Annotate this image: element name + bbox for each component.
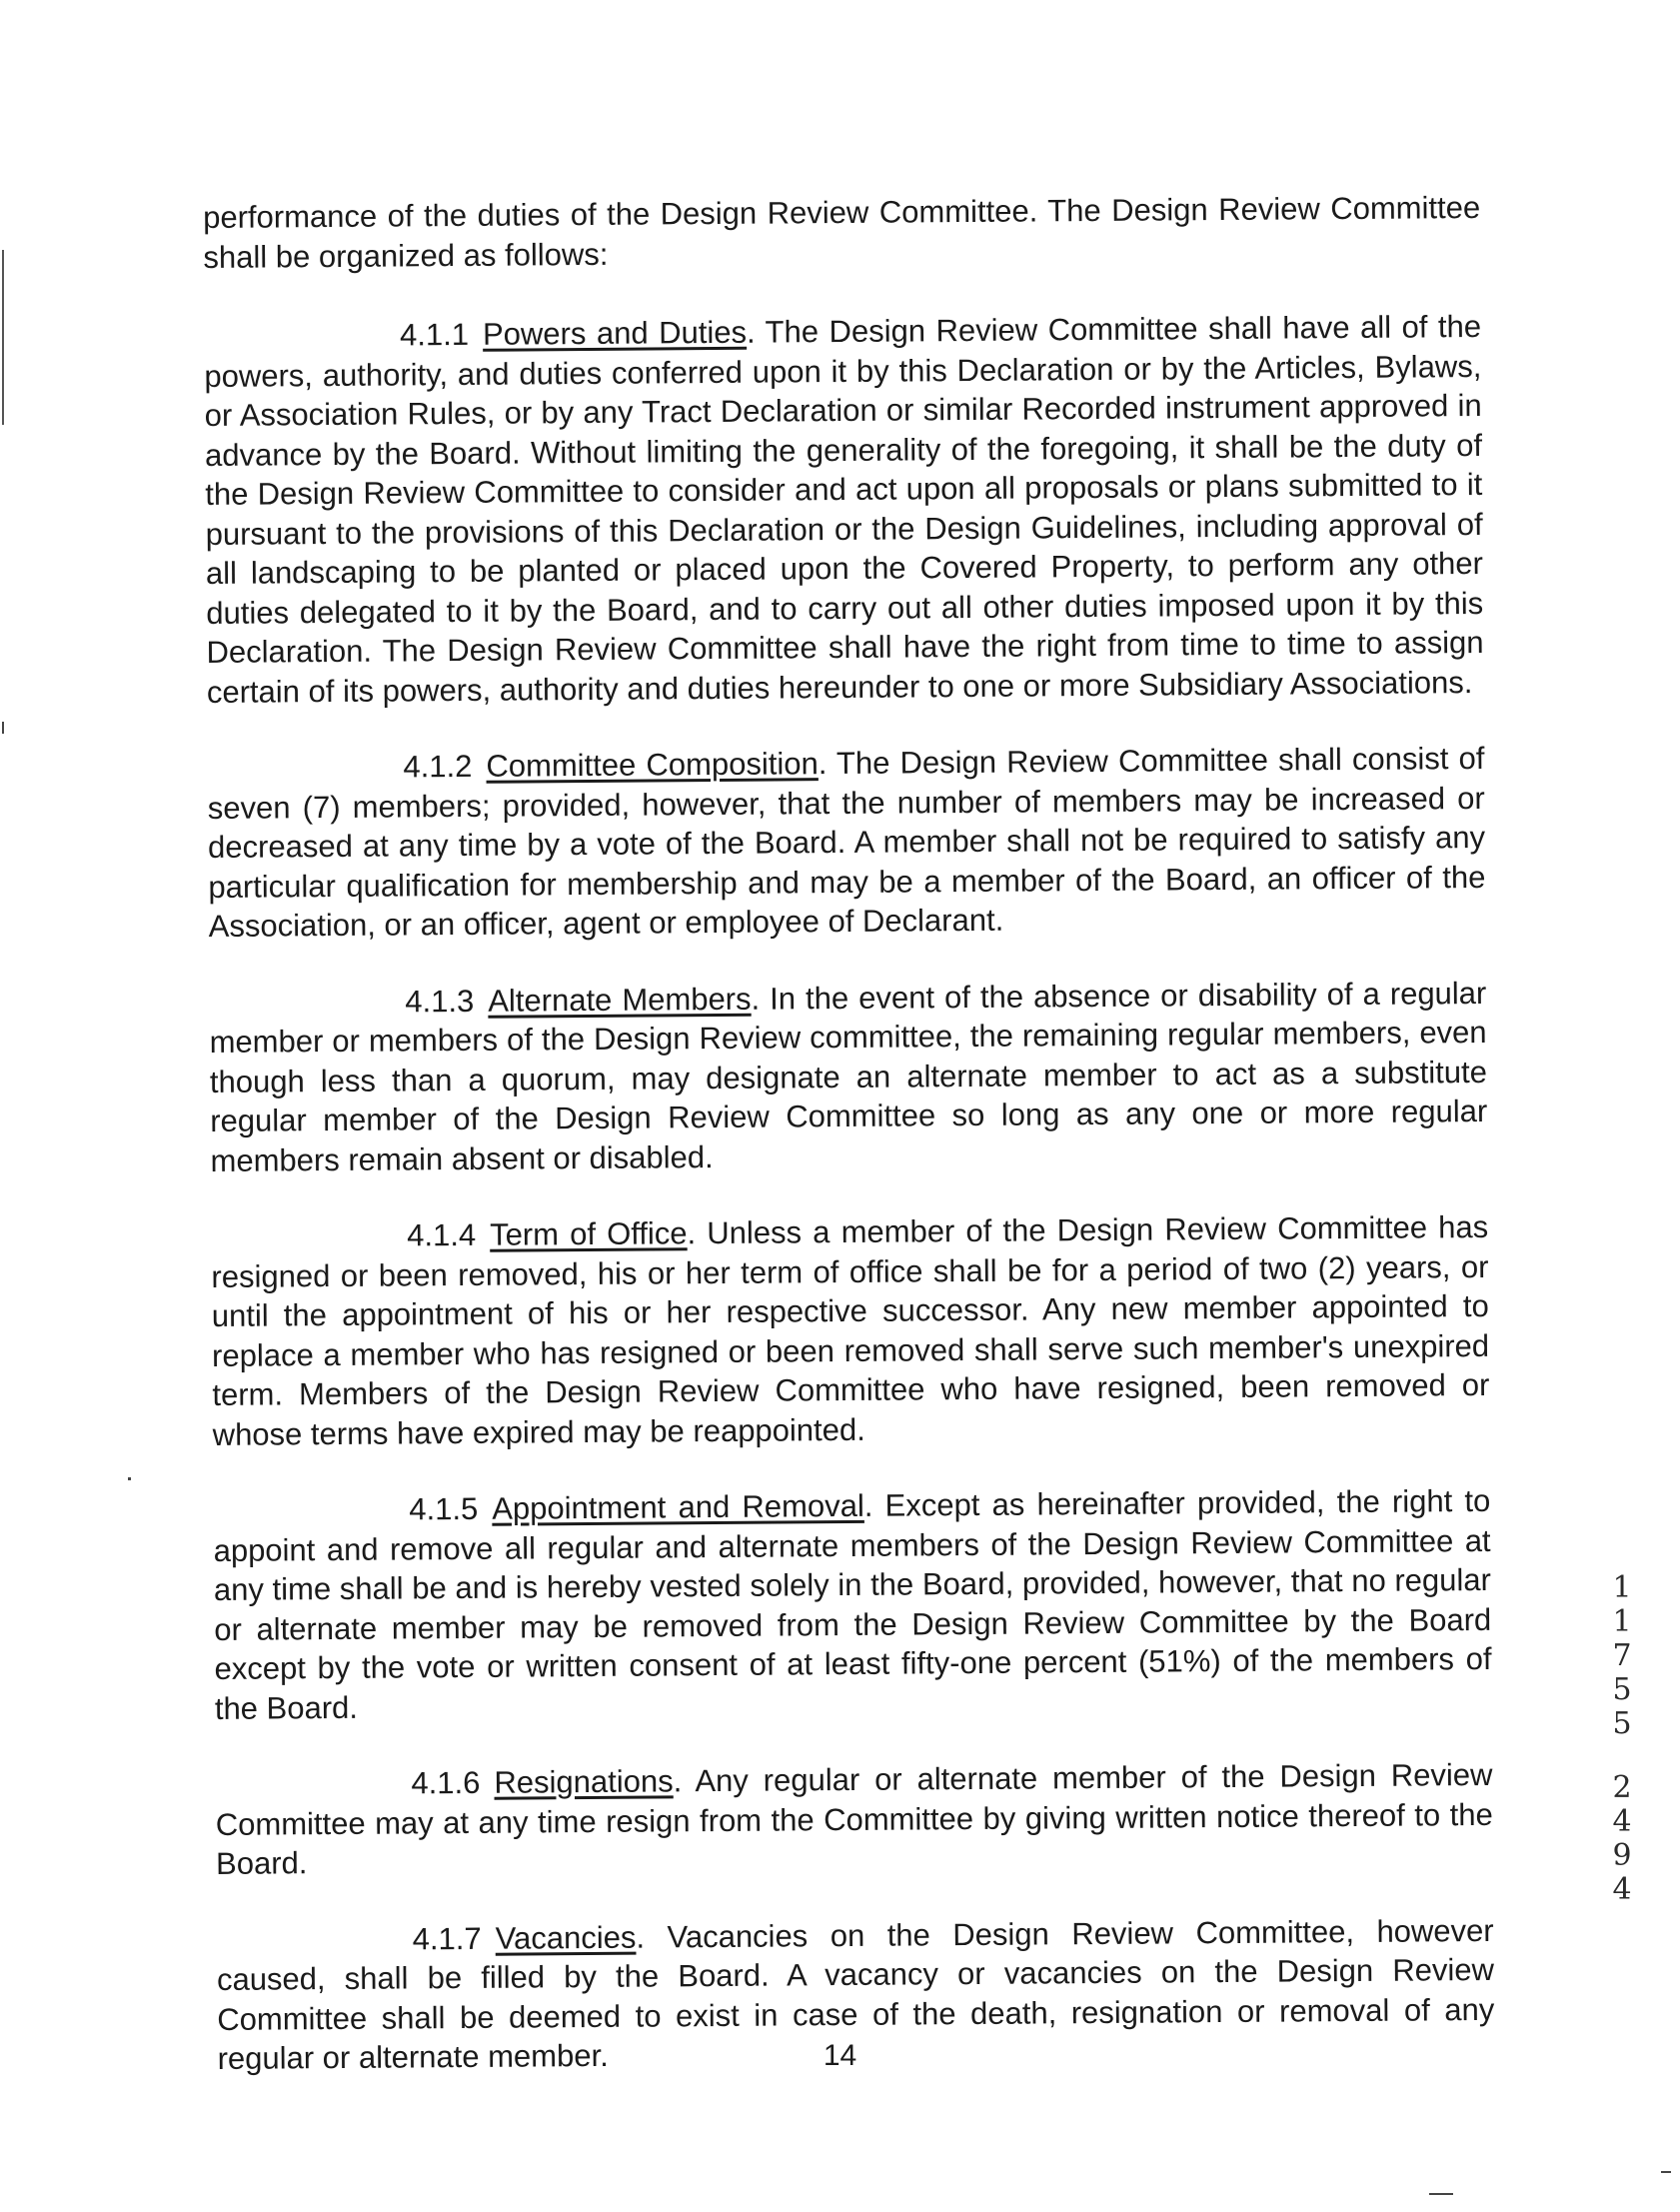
section-4-1-5: 4.1.5 Appointment and Removal. Except as hereinafter provided, the right to appoint and remove all regular and alternate members of the Design Review Committee at any time shall be and is hereby vested solely in the Board, provided, however, that no regular or alternate member may be removed from the Design Review Committee by the Board except by the vote or written consent of at least fifty-one percent (51%) of the members of the Board. [213, 1482, 1492, 1726]
section-heading: Committee Composition [486, 746, 819, 784]
intro-paragraph: performance of the duties of the Design Review Committee. The Design Review Committee shall be organized as follows: [203, 189, 1481, 275]
document-body [203, 188, 1495, 2115]
section-4-1-2: 4.1.2 Committee Composition. The Design Review Committee shall consist of seven (7) members; provided, however, that the number of members may be increased or decreased at any time by a vote of the Board. A member shall not be required to satisfy any particular qualification for membership and may be a member of the Board, an officer of the Association, or an officer, agent or employee of Declarant. [207, 740, 1486, 944]
stamp-digit: 5 [1612, 1672, 1632, 1707]
section-4-1-1: 4.1.1 Powers and Duties. The Design Review Committee shall have all of the powers, authority, and duties conferred upon it by this Declaration or by the Articles, Bylaws, or Association Rules, or by any Tract Declaration or similar Recorded instrument approved in advance by the Board. Without limiting the generality of the foregoing, it shall be the duty of the Design Review Committee to consider and act upon all proposals or plans submitted to it pursuant to the provisions of this Declaration or the Design Guidelines, including approval of all landscaping to be planted or placed upon the Covered Property, to perform any other duties delegated to it by the Board, and to carry out all other duties imposed upon it by this Declaration. The Design Review Committee shall have the right from time to time to assign certain of its powers, authority and duties hereunder to one or more Subsidiary Associations. [204, 308, 1484, 710]
section-body: Any regular or alternate member of the Design Review Committee may at any time resign from the Committee by giving written notice thereof to the Board. [215, 1756, 1493, 1881]
section-body: In the event of the absence or disability of a regular member or members of the Design Review committee, the remaining regular members, even though less than a quorum, may designate an alternate member to act as a substitute regular member of the Design Review Committee so long as any one or more regular members remain absent or disabled. [209, 975, 1488, 1178]
section-body: Unless a member of the Design Review Committee has resigned or been removed, his or her term of office shall be for a period of two (2) years, or until the appointment of his or her respective successor. Any new member appointed to replace a member who has resigned or been removed shall serve such member's unexpired term. Members of the Design Review Committee who have resigned, been removed or whose terms have expired may be reappointed. [211, 1208, 1490, 1452]
section-number: 4.1.3 [405, 983, 475, 1019]
section-heading: Alternate Members [488, 981, 752, 1019]
margin-scan-line [2, 250, 4, 425]
stamp-digit: 2 [1612, 1770, 1632, 1805]
section-4-1-6: 4.1.6 Resignations. Any regular or alternate member of the Design Review Committee may at any time resign from the Committee by giving written notice thereof to the Board. [215, 1756, 1493, 1881]
stamp-digit: 4 [1612, 1872, 1632, 1907]
section-heading: Appointment and Removal [492, 1487, 864, 1526]
section-4-1-4: 4.1.4 Term of Office. Unless a member of the Design Review Committee has resigned or been removed, his or her term of office shall be for a period of two (2) years, or until the appointment of his or her respective successor. Any new member appointed to replace a member who has resigned or been removed shall serve such member's unexpired term. Members of the Design Review Committee who have resigned, been removed or whose terms have expired may be reappointed. [211, 1208, 1490, 1452]
stamp-digit: 1 [1612, 1570, 1632, 1605]
section-number: 4.1.5 [409, 1490, 479, 1527]
scan-speck [2, 722, 4, 734]
section-heading: Vacancies [495, 1919, 637, 1956]
section-heading: Term of Office [489, 1215, 688, 1252]
stamp-digit: 4 [1612, 1804, 1632, 1839]
recording-number-stamp [1605, 1571, 1639, 1907]
section-body: Vacancies on the Design Review Committee, however caused, shall be filled by the Board. A vacancy or vacancies on the Design Review Committee shall be deemed to exist in case of the death, resignation or removal of any regular or alternate member. [216, 1912, 1495, 2076]
section-number: 4.1.1 [399, 316, 470, 353]
scan-speck [1661, 2171, 1671, 2173]
section-body: The Design Review Committee shall have all of the powers, authority, and duties conferred upon it by this Declaration or by the Articles, Bylaws, or Association Rules, or by any Tract Declaration or similar Recorded instrument approved in advance by the Board. Without limiting the generality of the foregoing, it shall be the duty of the Design Review Committee to consider and act upon all proposals or plans submitted to it pursuant to the provisions of this Declaration or the Design Guidelines, including approval of all landscaping to be planted or placed upon the Covered Property, to perform any other duties delegated to it by the Board, and to carry out all other duties imposed upon it by this Declaration. The Design Review Committee shall have the right from time to time to assign certain of its powers, authority and duties hereunder to one or more Subsidiary Associations. [204, 308, 1484, 710]
section-4-1-3: 4.1.3 Alternate Members. In the event of the absence or disability of a regular member or members of the Design Review committee, the remaining regular members, even though less than a quorum, may designate an alternate member to act as a substitute regular member of the Design Review Committee so long as any one or more regular members remain absent or disabled. [209, 975, 1488, 1178]
stamp-digit: 1 [1612, 1604, 1632, 1639]
section-heading: Resignations [494, 1763, 674, 1800]
section-body: The Design Review Committee shall consist of seven (7) members; provided, however, that the number of members may be increased or decreased at any time by a vote of the Board. A member shall not be required to satisfy any particular qualification for membership and may be a member of the Board, an officer of the Association, or an officer, agent or employee of Declarant. [207, 740, 1486, 944]
section-body: Except as hereinafter provided, the right to appoint and remove all regular and alternate members of the Design Review Committee at any time shall be and is hereby vested solely in the Board, provided, however, that no regular or alternate member may be removed from the Design Review Committee by the Board except by the vote or written consent of at least fifty-one percent (51%) of the members of the Board. [213, 1482, 1492, 1726]
section-number: 4.1.6 [411, 1764, 481, 1801]
page-number: 14 [823, 2039, 857, 2072]
section-number: 4.1.4 [407, 1216, 477, 1253]
stamp-digit: 5 [1612, 1706, 1632, 1741]
stamp-digit: 9 [1612, 1838, 1632, 1873]
section-4-1-7: 4.1.7 Vacancies. Vacancies on the Design Review Committee, however caused, shall be filled by the Board. A vacancy or vacancies on the Design Review Committee shall be deemed to exist in case of the death, resignation or removal of any regular or alternate member. [216, 1912, 1495, 2076]
section-heading: Powers and Duties [482, 314, 748, 352]
stamp-gap [1605, 1741, 1639, 1771]
section-number: 4.1.2 [403, 748, 473, 785]
scan-speck [1429, 2193, 1453, 2195]
stamp-digit: 7 [1612, 1638, 1632, 1673]
scan-speck [128, 1477, 131, 1480]
section-number: 4.1.7 [412, 1920, 482, 1956]
